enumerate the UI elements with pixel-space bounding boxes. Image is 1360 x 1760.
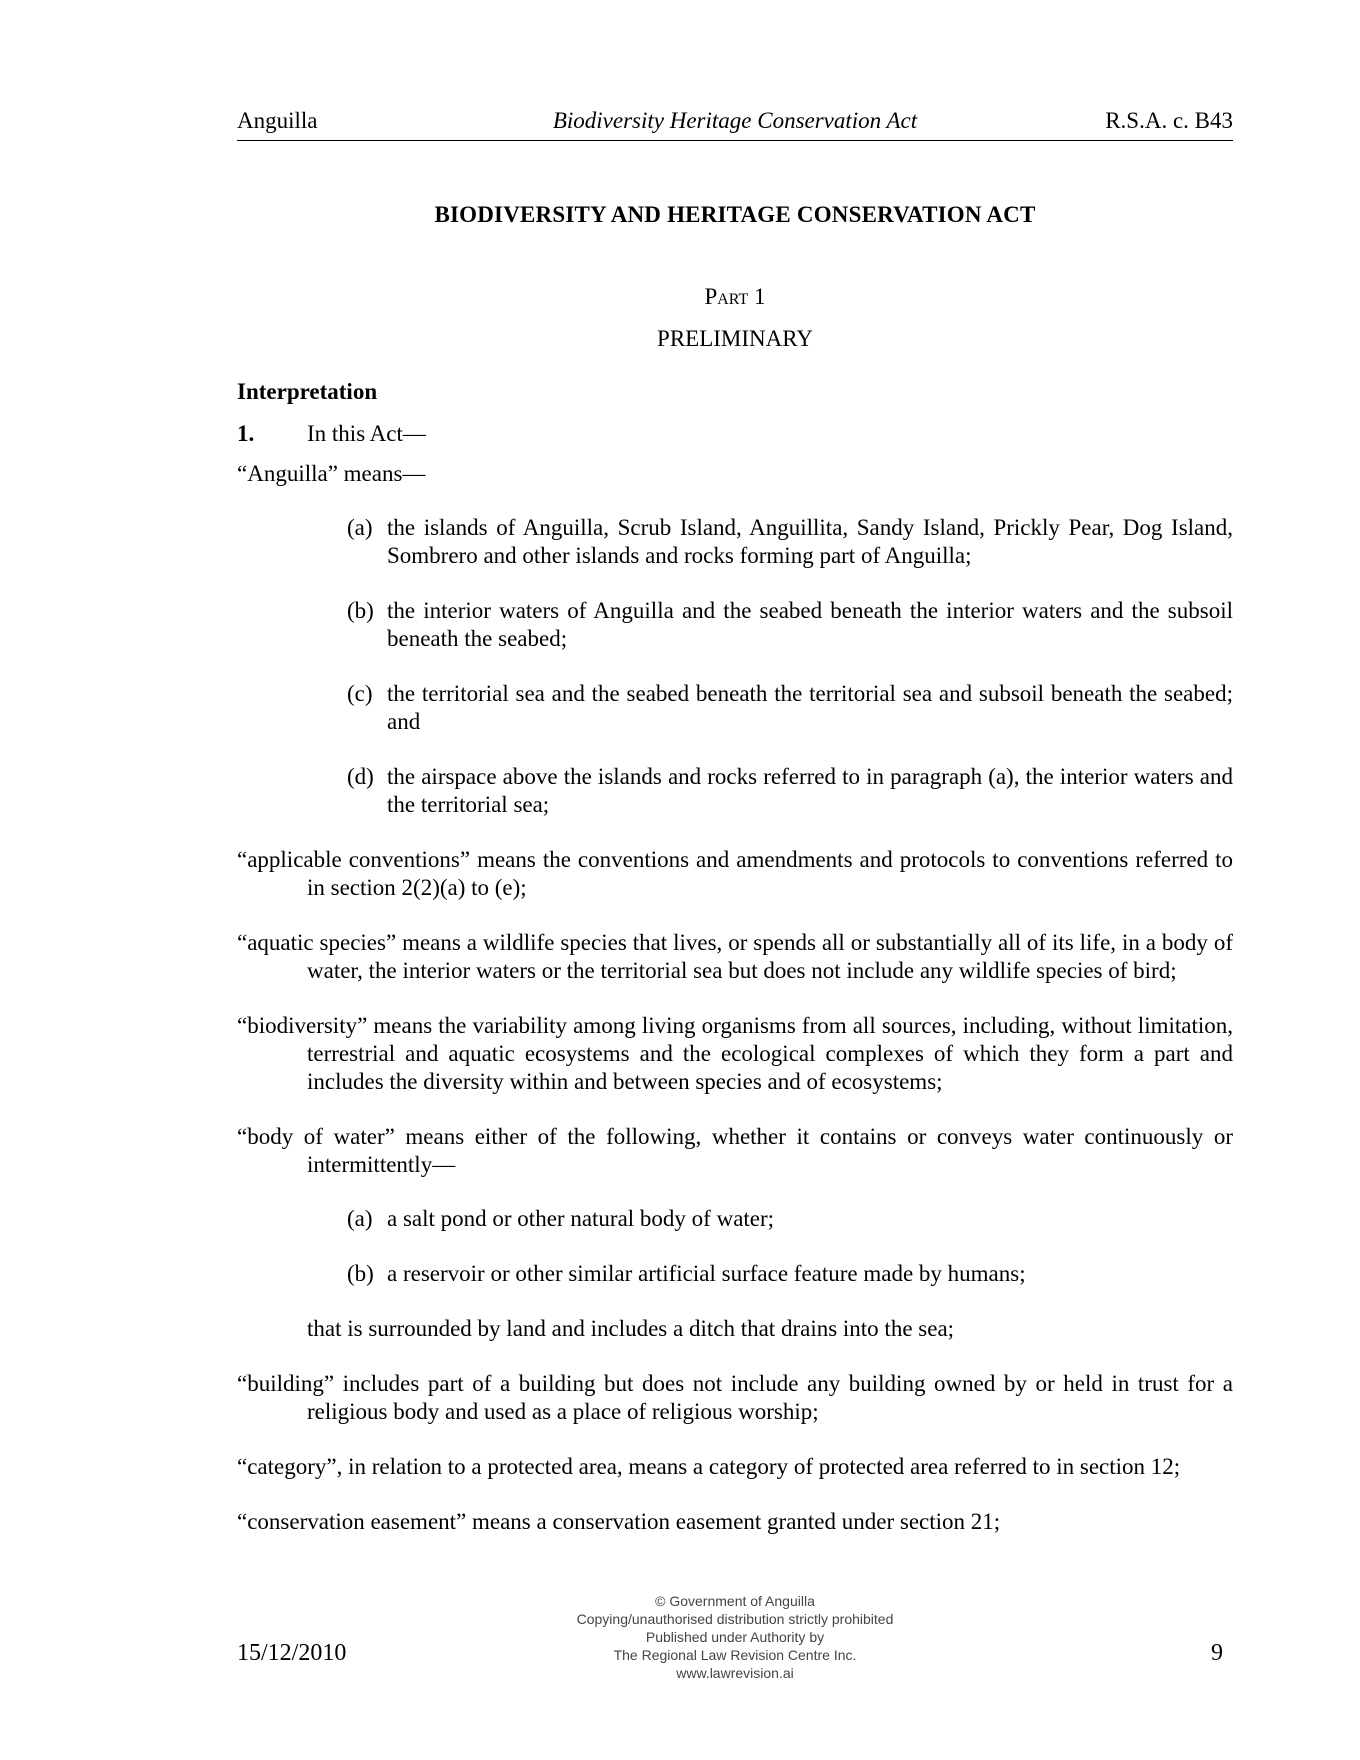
definition-anguilla: “Anguilla” means—	[237, 461, 426, 486]
section-number: 1.	[237, 421, 255, 446]
definition-body-of-water-tail: that is surrounded by land and includes a ditch that drains into the sea;	[307, 1316, 955, 1341]
footer-copyright: © Government of Anguilla	[655, 1593, 815, 1609]
definition-aquatic-species: “aquatic species” means a wildlife species that lives, or spends all or substantially all of its life, in a body of water, the interior waters or the territorial sea but does not include any wildlife species of bird;	[237, 930, 1233, 983]
definition-body-of-water-items	[237, 1205, 1233, 1288]
section-intro	[237, 420, 1233, 448]
item-label: (b)	[347, 598, 374, 623]
part-label: Part 1	[704, 284, 766, 309]
definition-anguilla-items	[237, 514, 1233, 819]
list-item	[347, 597, 1233, 653]
definition-conservation-easement: “conservation easement” means a conservation easement granted under section 21;	[237, 1509, 1001, 1534]
item-label: (a)	[347, 1206, 373, 1231]
footer-restriction: Copying/unauthorised distribution strictly prohibited	[576, 1611, 894, 1627]
item-text: the interior waters of Anguilla and the seabed beneath the interior waters and the subsoil beneath the seabed;	[387, 598, 1233, 651]
item-text: a reservoir or other similar artificial surface feature made by humans;	[387, 1261, 1026, 1286]
definition-body-of-water: “body of water” means either of the following, whether it contains or conveys water continuously or intermittently—	[237, 1124, 1233, 1177]
definition-category: “category”, in relation to a protected area, means a category of protected area referred to in section 12;	[237, 1454, 1181, 1479]
definition-biodiversity: “biodiversity” means the variability among living organisms from all sources, including, without limitation, terrestrial and aquatic ecosystems and the ecological complexes of which they form a part and includes the diversity within and between species and of ecosystems;	[237, 1013, 1233, 1094]
item-text: the islands of Anguilla, Scrub Island, Anguillita, Sandy Island, Prickly Pear, Dog Island, Sombrero and other islands and rocks forming part of Anguilla;	[387, 515, 1233, 568]
item-label: (b)	[347, 1261, 374, 1286]
section-intro-text: In this Act—	[307, 421, 426, 446]
item-text: the airspace above the islands and rocks referred to in paragraph (a), the interior waters and the territorial sea;	[387, 764, 1233, 817]
header-citation: R.S.A. c. B43	[1105, 108, 1233, 133]
item-text: the territorial sea and the seabed beneath the territorial sea and subsoil beneath the seabed; and	[387, 681, 1233, 734]
item-label: (c)	[347, 681, 373, 706]
running-header	[237, 108, 1233, 141]
page-footer	[237, 1592, 1233, 1692]
footer-publisher: The Regional Law Revision Centre Inc.	[613, 1647, 857, 1663]
item-text: a salt pond or other natural body of water;	[387, 1206, 775, 1231]
document-body	[237, 378, 1233, 1563]
part-name: PRELIMINARY	[657, 326, 813, 351]
footer-date: 15/12/2010	[237, 1640, 347, 1666]
list-item	[347, 1260, 1233, 1288]
footer-notice	[237, 1592, 1233, 1682]
section-heading: Interpretation	[237, 379, 378, 404]
definition-applicable-conventions: “applicable conventions” means the conventions and amendments and protocols to conventions referred to in section 2(2)(a) to (e);	[237, 847, 1233, 900]
header-jurisdiction: Anguilla	[237, 108, 318, 133]
definition-building: “building” includes part of a building but does not include any building owned by or held in trust for a religious body and used as a place of religious worship;	[237, 1371, 1233, 1424]
act-title: BIODIVERSITY AND HERITAGE CONSERVATION ACT	[434, 202, 1036, 227]
document-page	[237, 0, 1233, 1760]
page-number: 9	[1211, 1640, 1223, 1666]
footer-website: www.lawrevision.ai	[676, 1665, 794, 1681]
list-item	[347, 514, 1233, 570]
list-item	[347, 680, 1233, 736]
footer-authority: Published under Authority by	[645, 1629, 825, 1645]
list-item	[347, 1205, 1233, 1233]
item-label: (d)	[347, 764, 374, 789]
item-label: (a)	[347, 515, 373, 540]
header-act-name: Biodiversity Heritage Conservation Act	[552, 108, 918, 133]
list-item	[347, 763, 1233, 819]
